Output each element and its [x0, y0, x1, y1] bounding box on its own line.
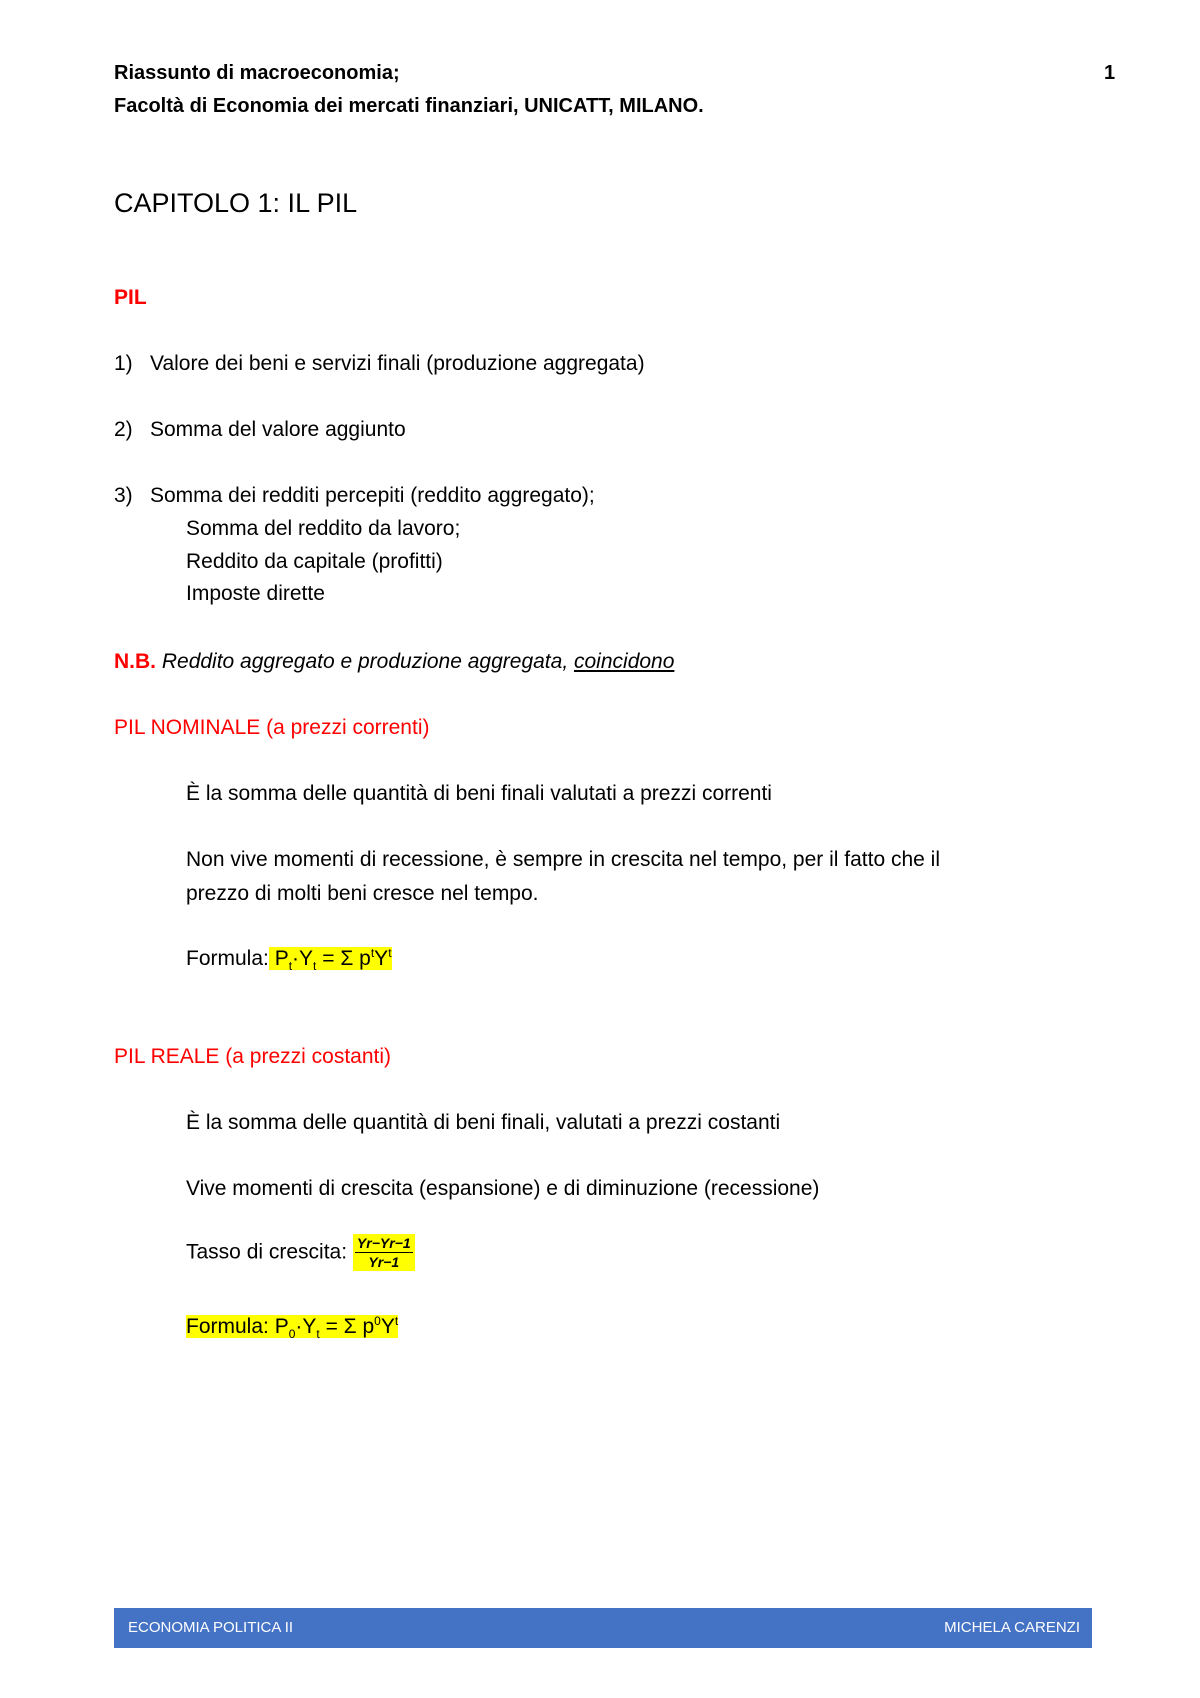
list-number: 2): [114, 418, 133, 441]
nominal-paragraph-2-line-2: prezzo di molti beni cresce nel tempo.: [186, 882, 539, 905]
list-item-2: [114, 418, 406, 442]
nominal-formula: [186, 946, 392, 973]
list-item-text: Somma dei redditi percepiti (reddito aggregato);: [150, 484, 595, 507]
nb-note: [114, 650, 674, 674]
page-number: 1: [1104, 62, 1116, 84]
sub-item-2: Reddito da capitale (profitti): [186, 550, 443, 573]
list-number: 3): [114, 484, 133, 507]
footer-right: MICHELA CARENZI: [944, 1619, 1080, 1636]
growth-rate: [186, 1234, 415, 1271]
real-paragraph-2: Vive momenti di crescita (espansione) e di diminuzione (recessione): [186, 1177, 820, 1200]
real-paragraph-1: È la somma delle quantità di beni finali, valutati a prezzi costanti: [186, 1111, 781, 1134]
chapter-title: CAPITOLO 1: IL PIL: [114, 188, 358, 218]
list-number: 1): [114, 352, 133, 375]
sub-item-1: Somma del reddito da lavoro;: [186, 517, 461, 540]
formula-label: Formula:: [186, 947, 269, 970]
nominal-paragraph-1: È la somma delle quantità di beni finali valutati a prezzi correnti: [186, 782, 772, 805]
nominal-paragraph-2-line-1: Non vive momenti di recessione, è sempre in crescita nel tempo, per il fatto che il: [186, 848, 941, 871]
growth-numerator: Yr−Yr−1: [356, 1235, 411, 1251]
real-heading: PIL REALE (a prezzi costanti): [114, 1045, 391, 1068]
formula-expression: $P_0\cdot Y_t = \Sigma$ $p^0Y^t$: [268, 1314, 399, 1342]
nb-underlined: coincidono: [574, 650, 675, 673]
header-line-2: Facoltà di Economia dei mercati finanziari, UNICATT, MILANO.: [114, 95, 704, 117]
nominal-heading: PIL NOMINALE (a prezzi correnti): [114, 716, 430, 739]
formula-expression: $P_t\cdot Y_t = \Sigma$ $p^tY^t$: [268, 946, 392, 974]
footer-left: ECONOMIA POLITICA II: [128, 1619, 294, 1636]
list-item-text: Somma del valore aggiunto: [150, 418, 406, 441]
nb-text: Reddito aggregato e produzione aggregata,: [161, 650, 569, 673]
growth-fraction: [353, 1234, 415, 1271]
formula-label: Formula:: [186, 1315, 269, 1338]
sub-item-3: Imposte dirette: [186, 582, 325, 605]
footer-bar: [114, 1608, 1092, 1648]
nb-label: N.B.: [114, 650, 156, 673]
list-item-3: [114, 484, 595, 508]
header-line-1: Riassunto di macroeconomia;: [114, 62, 400, 84]
growth-denominator: Yr−1: [368, 1254, 400, 1270]
list-item-1: [114, 352, 645, 376]
growth-label: Tasso di crescita:: [186, 1240, 348, 1264]
real-formula: [186, 1314, 398, 1341]
pil-heading: PIL: [114, 286, 147, 309]
list-item-text: Valore dei beni e servizi finali (produzione aggregata): [150, 352, 645, 375]
